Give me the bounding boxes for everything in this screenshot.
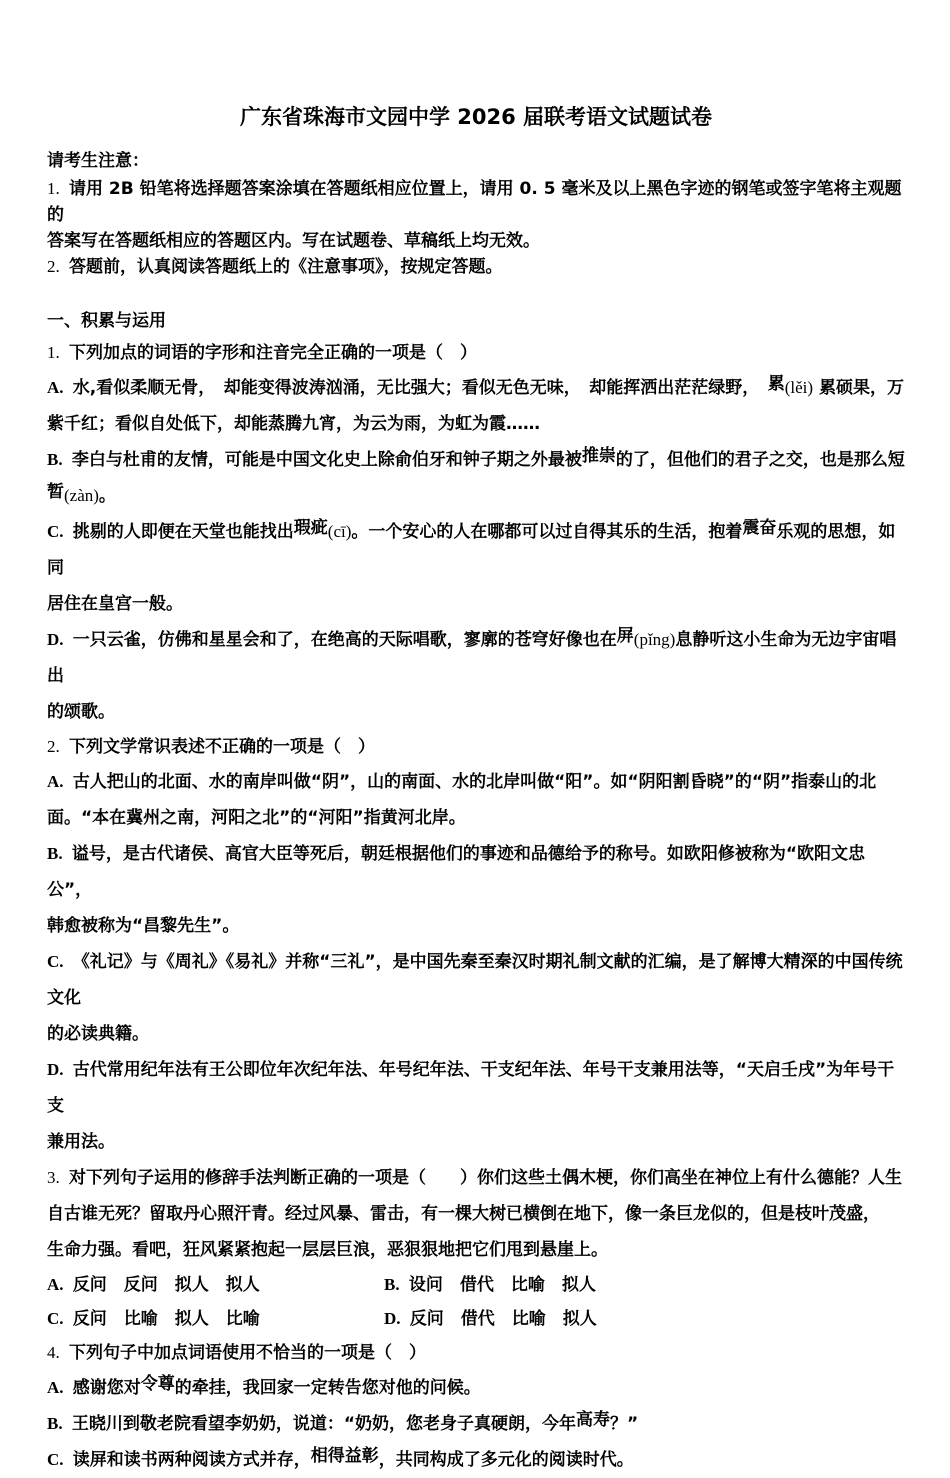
question-1-option-d: D. 一只云雀，仿佛和星星会和了，在绝高的天际唱歌，寥廓的苍穹好像也在屏(pǐng)息静听这小生命为无边宇宙唱出 的颂歌。 [47,626,897,722]
notice-item-1: 1. 请用 2B 铅笔将选择题答案涂填在答题纸相应位置上，请用 0. 5 毫米及以上黑色字迹的钢笔或签字笔将主观题的 答案写在答题纸相应的答题区内。写在试题卷、草稿纸上均无效。 [47,179,902,251]
question-2-option-d: D. 古代常用纪年法有王公即位年次纪年法、年号纪年法、干支纪年法、年号干支兼用法等，“天启壬戌”为年号干支 兼用法。 [47,1060,895,1152]
question-3 [47,1160,905,1336]
notice-item-2: 2. 答题前，认真阅读答题纸上的《注意事项》，按规定答题。 [47,257,503,277]
question-4-option-a: A. 感谢您对令尊的牵挂，我回家一定转告您对他的问候。 [47,1374,481,1398]
section-heading-text: 一、积累与运用 [47,311,166,331]
question-1-option-a: A. 水,看似柔顺无骨， 却能变得波涛汹涌，无比强大；看似无色无味， 却能挥洒出茫茫绿野， 累(lěi) 累硕果，万 紫千红；看似自处低下，却能蒸腾九宵，为云为雨，为虹为霞…… [47,374,904,434]
question-2 [47,730,905,1160]
question-1-stem: 1. 下列加点的词语的字形和注音完全正确的一项是（ ） [47,343,477,363]
question-3-option-d: D. 反问 借代 比喻 拟人 [384,1309,597,1329]
question-2-stem: 2. 下列文学常识表述不正确的一项是（ ） [47,737,375,757]
question-2-option-c: C. 《礼记》与《周礼》《易礼》并称“三礼”，是中国先秦至秦汉时期礼制文献的汇编，是了解博大精深的中国传统文化 的必读典籍。 [47,952,903,1044]
question-4 [47,1336,905,1478]
question-3-option-b: B. 设问 借代 比喻 拟人 [384,1275,596,1295]
question-2-option-a: A. 古人把山的北面、水的南岸叫做“阴”，山的南面、水的北岸叫做“阳”。如“阴阳割昏晓”的“阴”指泰山的北 面。“本在冀州之南，河阳之北”的“河阳”指黄河北岸。 [47,772,877,828]
question-3-stem: 3. 对下列句子运用的修辞手法判断正确的一项是（ ）你们这些土偶木梗，你们高坐在神位上有什么德能？人生 自古谁无死？留取丹心照汗青。经过风暴、雷击，有一棵大树已横倒在地下，像一条巨龙似的，但是枝叶茂盛， 生命力强。看吧，狂风紧紧抱起一层层巨浪，恶狠狠地把它们甩到悬崖上。 [47,1168,902,1260]
notice-heading: 请考生注意： [47,151,149,171]
question-3-option-a: A. 反问 反问 拟人 拟人 [47,1275,260,1295]
question-4-option-b: B. 王晓川到敬老院看望李奶奶，说道：“奶奶，您老身子真硬朗，今年高寿？” [47,1410,639,1434]
question-4-option-c: C. 读屏和读书两种阅读方式并存，相得益彰，共同构成了多元化的阅读时代。 [47,1446,634,1470]
question-3-option-c: C. 反问 比喻 拟人 比喻 [47,1309,260,1329]
question-3-options-row-2 [47,1302,905,1336]
question-1 [47,336,905,730]
question-2-option-b: B. 谥号，是古代诸侯、高官大臣等死后，朝廷根据他们的事迹和品德给予的称号。如欧阳修被称为“欧阳文忠公”， 韩愈被称为“昌黎先生”。 [47,844,866,936]
section-heading [47,306,905,336]
question-3-options-row-1 [47,1268,905,1302]
question-1-option-b: B. 李白与杜甫的友情，可能是中国文化史上除俞伯牙和钟子期之外最被推崇的了，但他们的君子之交，也是那么短 暂(zàn)。 [47,446,905,506]
question-4-stem: 4. 下列句子中加点词语使用不恰当的一项是（ ） [47,1343,426,1363]
page-title: 广东省珠海市文园中学 2026 届联考语文试题试卷 [239,105,713,129]
question-1-option-c: C. 挑剔的人即便在天堂也能找出瑕疵(cī)。一个安心的人在哪都可以过自得其乐的生活，抱着震奋乐观的思想，如同 居住在皇宫一般。 [47,518,896,614]
